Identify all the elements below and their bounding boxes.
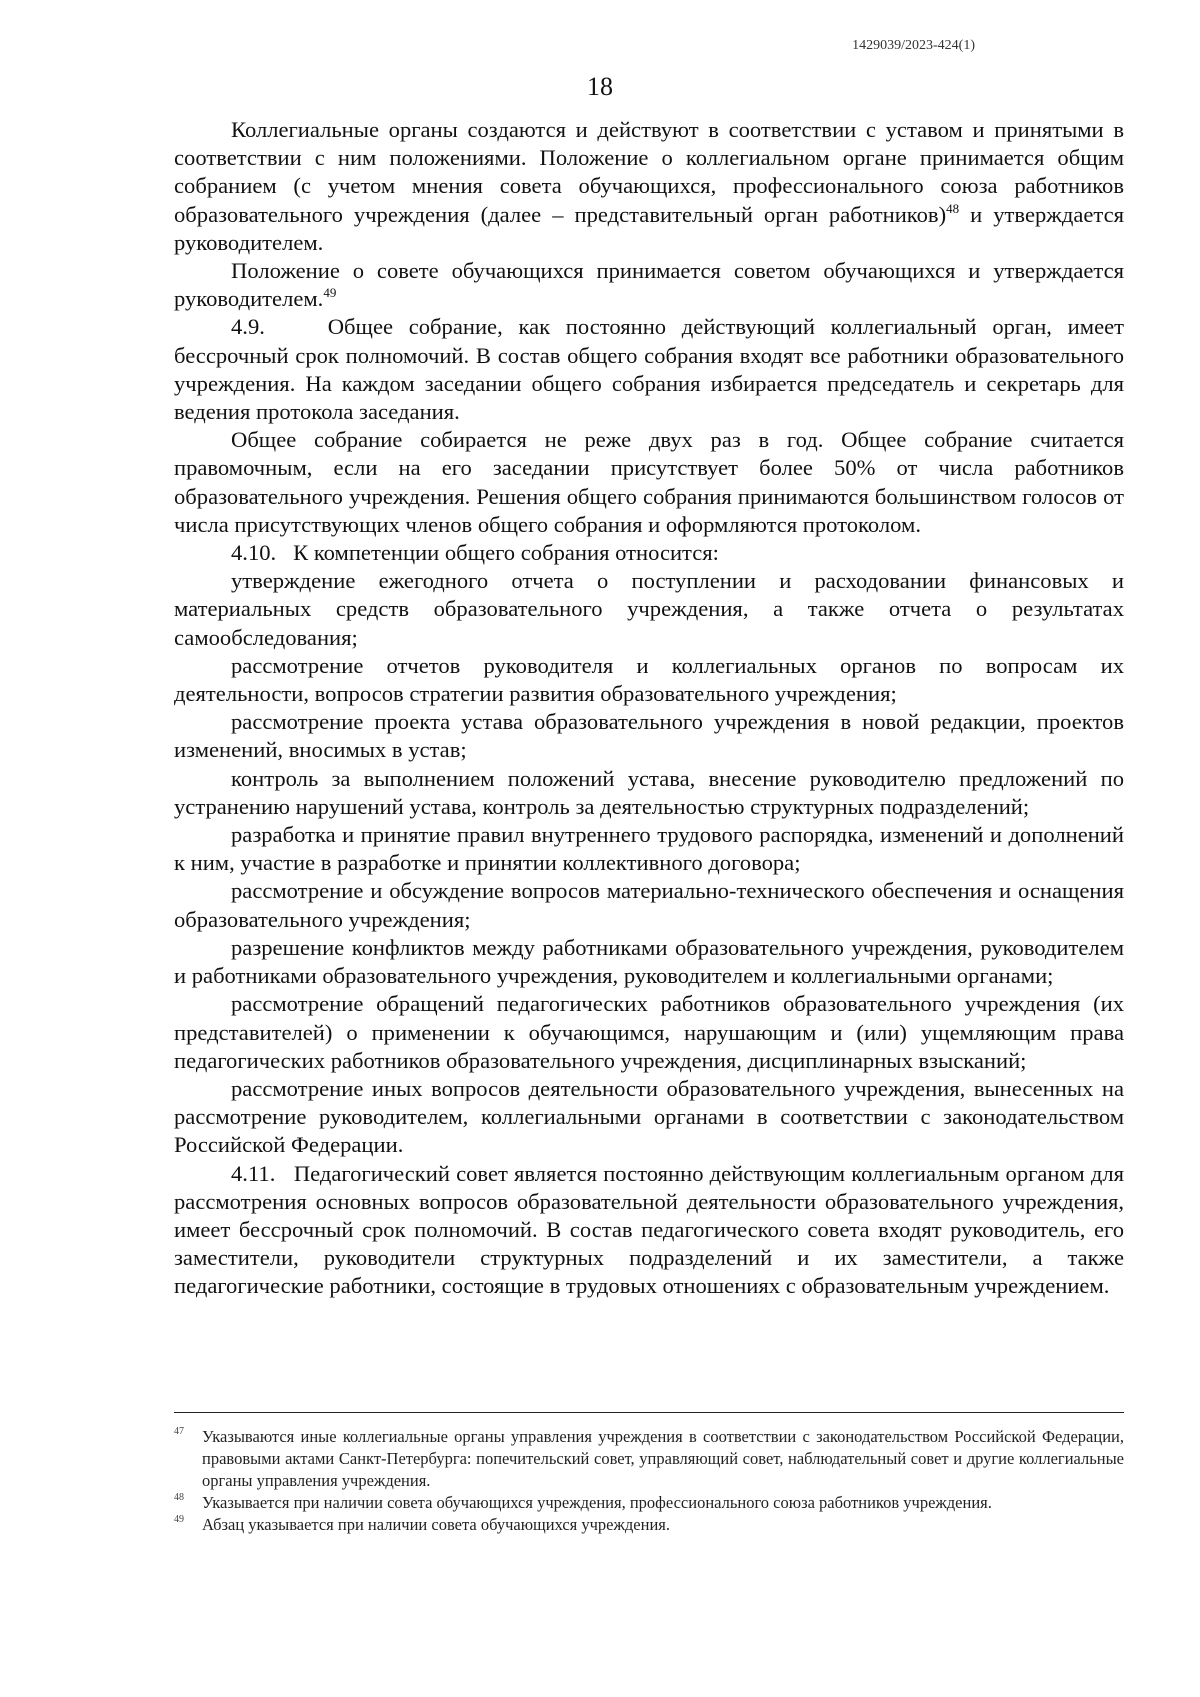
- paragraph-text: и утверждается руководителем.: [174, 201, 1124, 255]
- competence-item: рассмотрение обращений педагогических работников образовательного учреждения (их представителей) о применении к обучающимся, нарушающим и (или) ущемляющим права педагогических работников образовательного учреждения, дисциплинарных взысканий;: [174, 991, 1124, 1073]
- paragraph-student-council: [174, 257, 1124, 313]
- competence-item: разработка и принятие правил внутреннего трудового распорядка, изменений и дополнений к ним, участие в разработке и принятии коллективного договора;: [174, 822, 1124, 876]
- footnote-mark: 49: [174, 1514, 184, 1525]
- footnote-text: Указывается при наличии совета обучающихся учреждения, профессионального союза работников учреждения.: [202, 1493, 992, 1512]
- footnote-49: [174, 1514, 1124, 1536]
- footnote-ref-49[interactable]: 49: [323, 285, 337, 301]
- paragraph-text: Коллегиальные органы создаются и действуют в соответствии с уставом и принятыми в соответствии с ним положениями. Положение о коллегиальном органе принимается общим собранием (с учетом мнения совета обучающихся, профессионального союза работников образовательного учреждения (далее – представительный орган работников): [174, 117, 1124, 227]
- footnote-mark: 48: [174, 1492, 184, 1503]
- paragraph-collegial-bodies: [174, 116, 1124, 257]
- competence-item: рассмотрение и обсуждение вопросов материально-технического обеспечения и оснащения образовательного учреждения;: [174, 878, 1124, 932]
- competence-item: утверждение ежегодного отчета о поступлении и расходовании финансовых и материальных средств образовательного учреждения, а также отчета о результатах самообследования;: [174, 568, 1124, 650]
- footnote-47: [174, 1426, 1124, 1492]
- competence-item: разрешение конфликтов между работниками образовательного учреждения, руководителем и работниками образовательного учреждения, руководителем и коллегиальными органами;: [174, 934, 1124, 989]
- footnote-48: [174, 1492, 1124, 1514]
- footnote-ref-48[interactable]: 48: [946, 200, 960, 216]
- paragraph-general-meeting: Общее собрание собирается не реже двух раз в год. Общее собрание считается правомочным, если на его заседании присутствует более 50% от числа работников образовательного учреждения. Решения общего собрания принимаются большинством голосов от числа присутствующих членов общего собрания и оформляются протоколом.: [174, 427, 1124, 537]
- paragraph-4-10: 4.10. К компетенции общего собрания относится:: [231, 540, 719, 566]
- paragraph-text: Положение о совете обучающихся принимается советом обучающихся и утверждается руководителем.: [174, 258, 1124, 312]
- competence-item: рассмотрение проекта устава образовательного учреждения в новой редакции, проектов изменений, вносимых в устав;: [174, 709, 1124, 763]
- document-body: [174, 116, 1124, 1301]
- footnote-mark: 47: [174, 1426, 184, 1437]
- competence-item: контроль за выполнением положений устава, внесение руководителю предложений по устранению нарушений устава, контроль за деятельностью структурных подразделений;: [174, 765, 1124, 819]
- footnotes: [174, 1426, 1124, 1536]
- competence-item: рассмотрение иных вопросов деятельности образовательного учреждения, вынесенных на рассмотрение руководителем, коллегиальными органами в соответствии с законодательством Российской Федерации.: [174, 1075, 1124, 1158]
- paragraph-4-9: 4.9. Общее собрание, как постоянно действующий коллегиальный орган, имеет бессрочный срок полномочий. В состав общего собрания входят все работники образовательного учреждения. На каждом заседании общего собрания избирается председатель и секретарь для ведения протокола заседания.: [174, 314, 1124, 425]
- footnote-text: Абзац указывается при наличии совета обучающихся учреждения.: [202, 1515, 670, 1534]
- page-number: 18: [587, 72, 613, 101]
- paragraph-4-11: 4.11. Педагогический совет является постоянно действующим коллегиальным органом для рассмотрения основных вопросов образовательной деятельности образовательного учреждения, имеет бессрочный срок полномочий. В состав педагогического совета входят руководитель, его заместители, руководители структурных подразделений и их заместители, а также педагогические работники, состоящие в трудовых отношениях с образовательным учреждением.: [174, 1160, 1124, 1299]
- competence-item: рассмотрение отчетов руководителя и коллегиальных органов по вопросам их деятельности, вопросов стратегии развития образовательного учреждения;: [174, 652, 1124, 707]
- footnote-separator: [174, 1412, 1124, 1413]
- footnote-text: Указываются иные коллегиальные органы управления учреждения в соответствии с законодательством Российской Федерации, правовыми актами Санкт-Петербурга: попечительский совет, управляющий совет, наблюдательный совет и другие коллегиальные органы управления учреждения.: [202, 1427, 1124, 1490]
- document-id: 1429039/2023-424(1): [852, 38, 975, 53]
